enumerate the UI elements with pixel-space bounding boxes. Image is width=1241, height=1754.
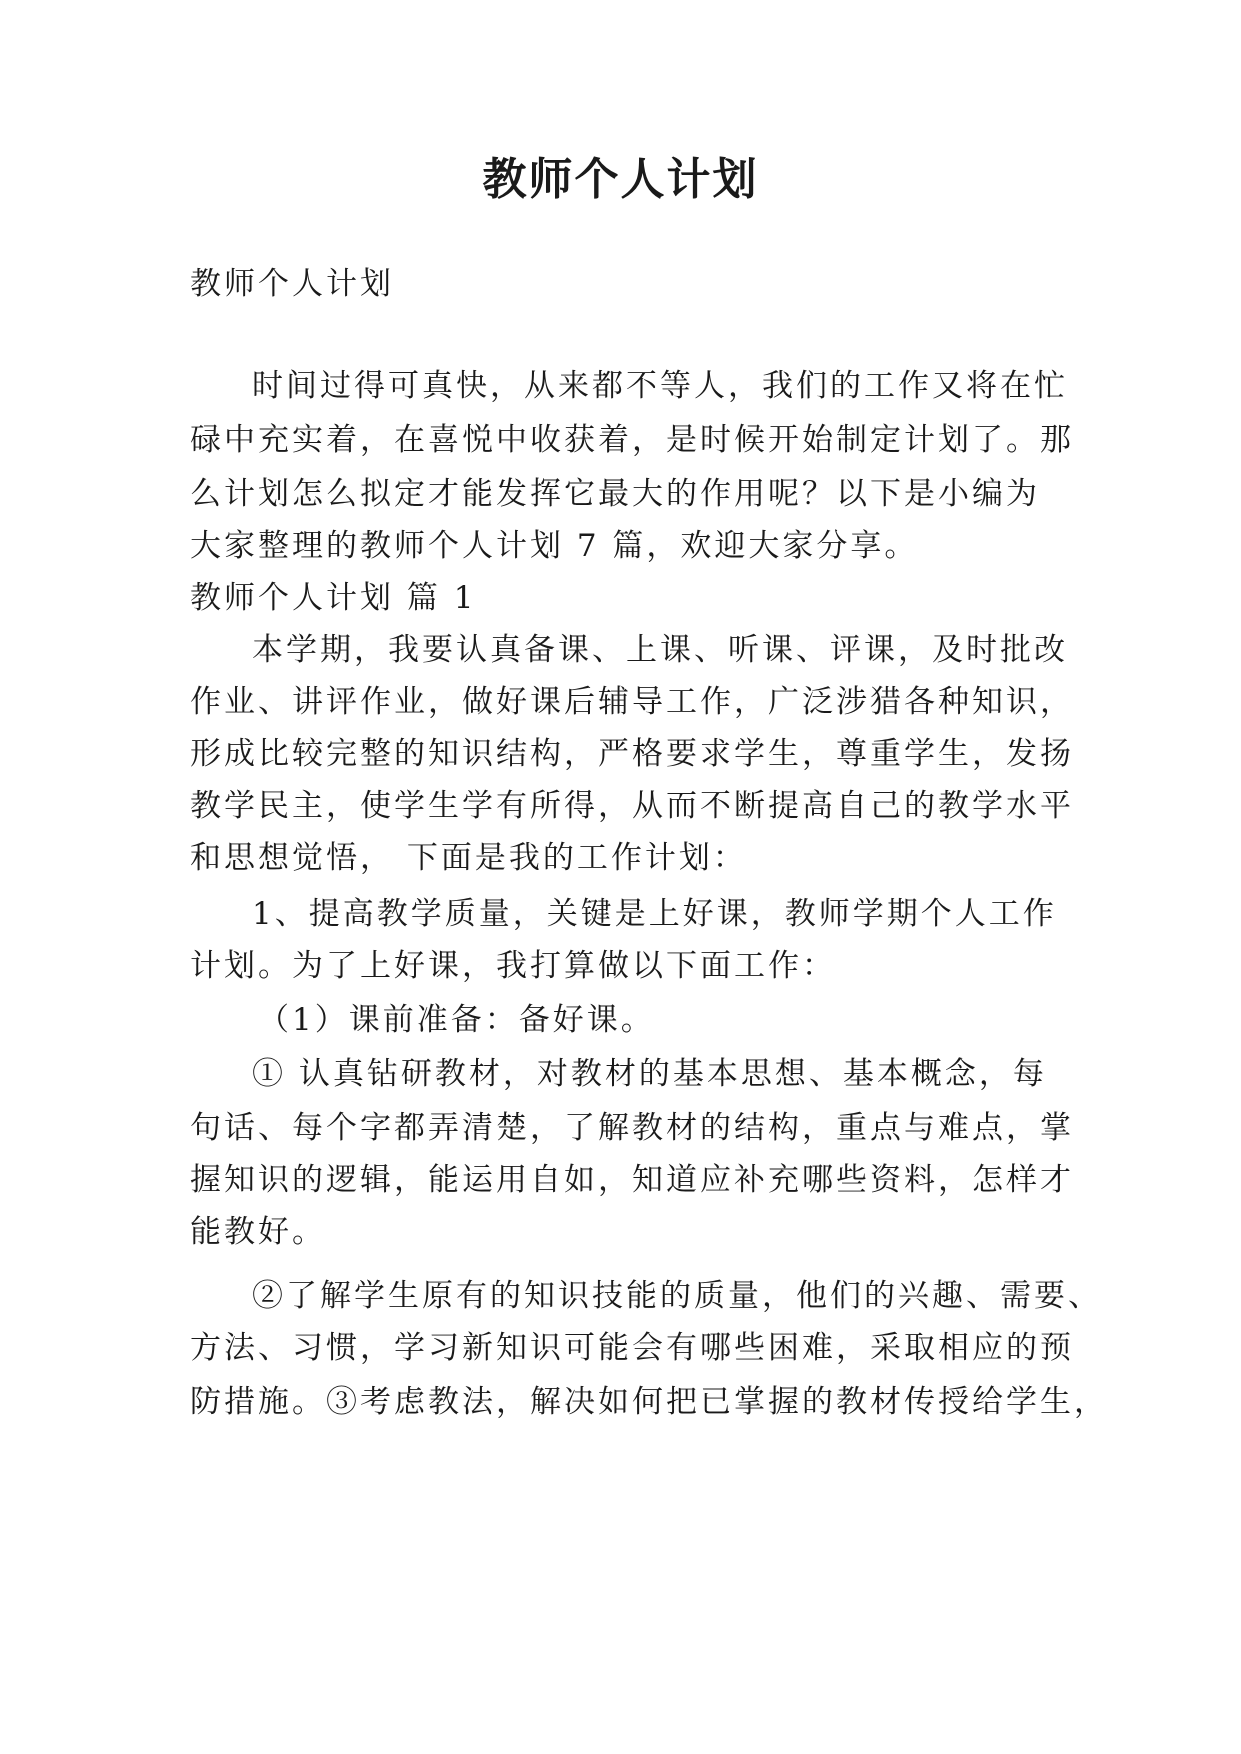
section-heading: 教师个人计划 篇 1: [190, 580, 477, 616]
document-title: 教师个人计划: [482, 154, 759, 205]
paragraph-line: 作业、讲评作业，做好课后辅导工作，广泛涉猎各种知识，: [190, 684, 1074, 720]
paragraph-line: 和思想觉悟， 下面是我的工作计划：: [190, 840, 747, 876]
paragraph-line: 时间过得可真快，从来都不等人，我们的工作又将在忙: [252, 368, 1068, 404]
paragraph-line: 握知识的逻辑，能运用自如，知道应补充哪些资料，怎样才: [190, 1162, 1074, 1198]
paragraph-line: 1、提高教学质量，关键是上好课，教师学期个人工作: [252, 896, 1057, 932]
paragraph-line: 形成比较完整的知识结构，严格要求学生，尊重学生，发扬: [190, 736, 1074, 772]
paragraph-line: 防措施。③考虑教法，解决如何把已掌握的教材传授给学生，: [190, 1384, 1108, 1420]
paragraph-line: 么计划怎么拟定才能发挥它最大的作用呢？以下是小编为: [190, 476, 1040, 512]
paragraph-line: 教学民主，使学生学有所得，从而不断提高自己的教学水平: [190, 788, 1074, 824]
paragraph-line: 大家整理的教师个人计划 7 篇，欢迎大家分享。: [190, 528, 919, 564]
document-subtitle: 教师个人计划: [190, 266, 394, 302]
paragraph-line: 能教好。: [190, 1214, 326, 1250]
paragraph-line: 句话、每个字都弄清楚，了解教材的结构，重点与难点，掌: [190, 1110, 1074, 1146]
paragraph-line: （1）课前准备：备好课。: [258, 1002, 655, 1038]
paragraph-line: ②了解学生原有的知识技能的质量，他们的兴趣、需要、: [252, 1278, 1102, 1314]
paragraph-line: ① 认真钻研教材，对教材的基本思想、基本概念，每: [252, 1056, 1047, 1092]
paragraph-line: 本学期，我要认真备课、上课、听课、评课，及时批改: [252, 632, 1068, 668]
paragraph-line: 碌中充实着，在喜悦中收获着，是时候开始制定计划了。那: [190, 422, 1074, 458]
paragraph-line: 计划。为了上好课，我打算做以下面工作：: [190, 948, 836, 984]
paragraph-line: 方法、习惯，学习新知识可能会有哪些困难，采取相应的预: [190, 1330, 1074, 1366]
